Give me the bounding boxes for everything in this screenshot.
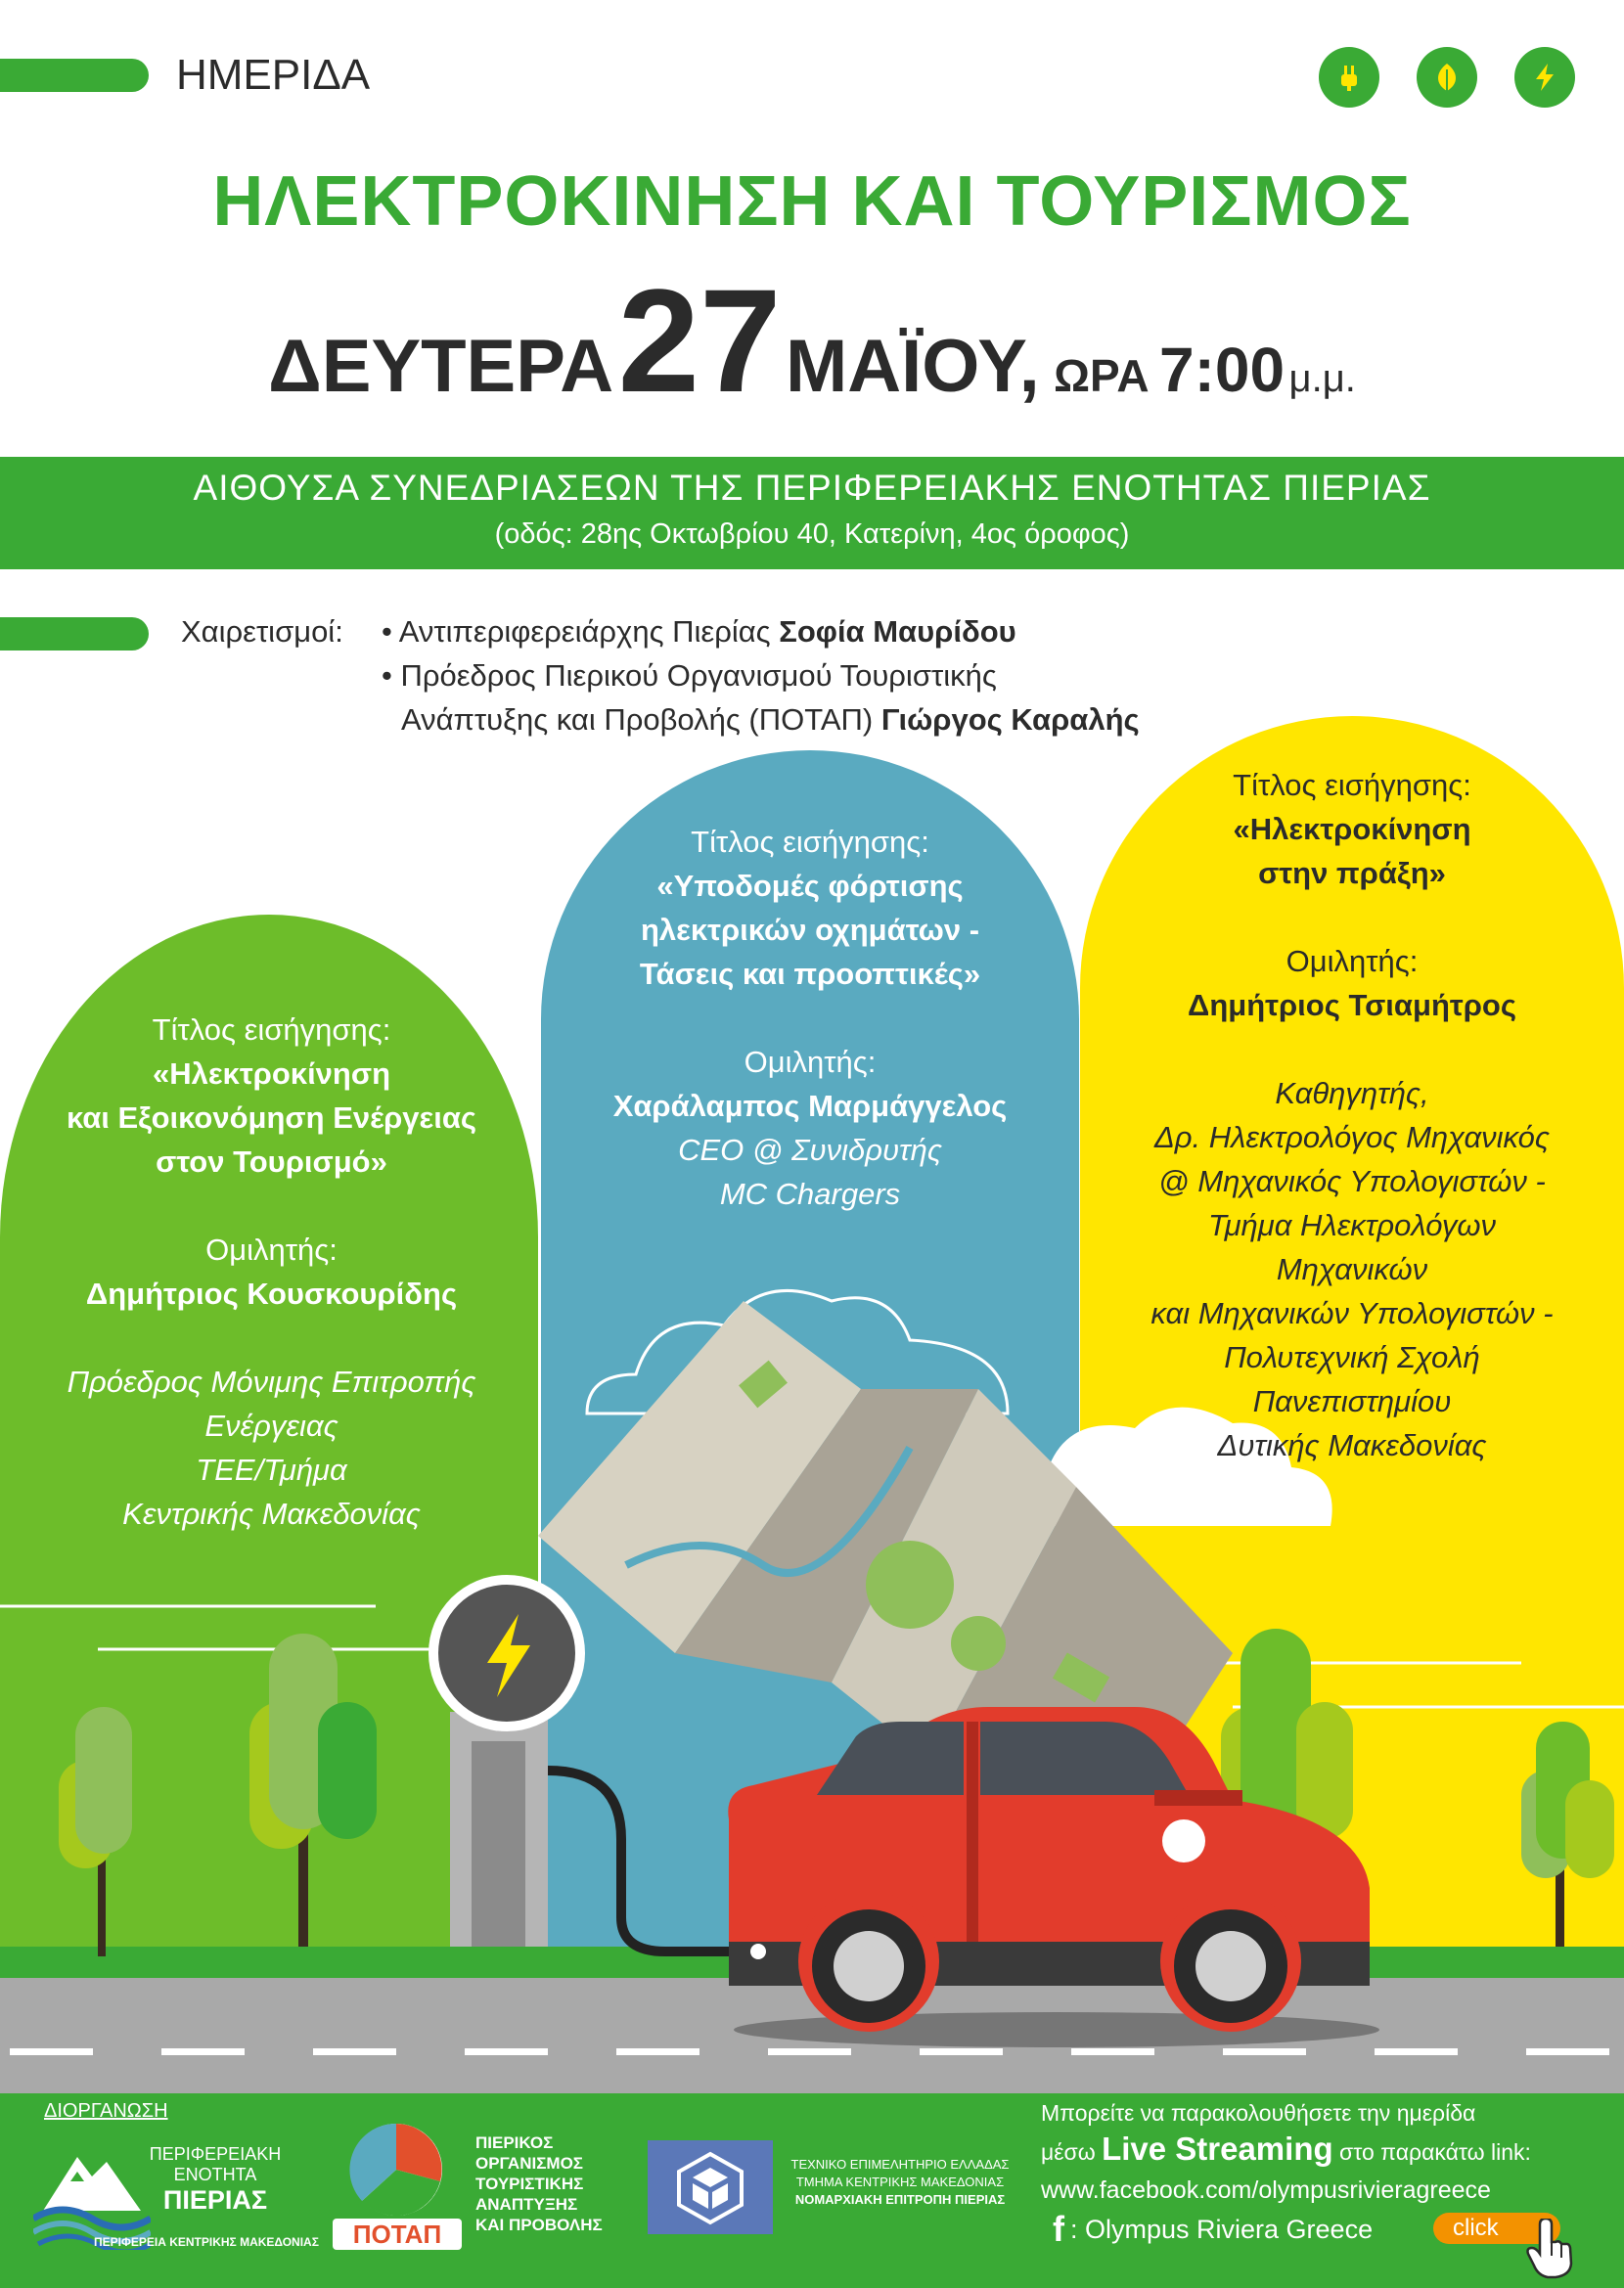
talk-left-title-label: Τίτλος εισήγησης: (152, 1012, 391, 1047)
potap-l5: ΚΑΙ ΠΡΟΒΟΛΗΣ (475, 2216, 603, 2234)
tee-logo-icon (648, 2140, 773, 2234)
potap-logo-text (475, 2132, 603, 2235)
stream-l2-post: στο παρακάτω link: (1339, 2139, 1531, 2165)
header-accent-bar (0, 59, 149, 92)
talk-left-role-4: Κεντρικής Μακεδονίας (122, 1497, 421, 1531)
talk-middle-title-1: «Υποδομές φόρτισης (656, 869, 964, 903)
talk-middle-role-2: MC Chargers (719, 1177, 901, 1211)
livestream-info (1041, 2096, 1624, 2209)
potap-badge (333, 2219, 462, 2250)
talk-right (1080, 763, 1624, 1467)
talk-left-speaker: Δημήτριος Κουσκουρίδης (85, 1277, 458, 1311)
event-title: ΗΛΕΚΤΡΟΚΙΝΗΣΗ ΚΑΙ ΤΟΥΡΙΣΜΟΣ (212, 162, 1412, 241)
stream-line-2 (1041, 2130, 1624, 2172)
potap-short: ΠΟΤΑΠ (352, 2219, 442, 2249)
tee-l3: ΝΟΜΑΡΧΙΑΚΗ ΕΠΙΤΡΟΠΗ ΠΙΕΡΙΑΣ (794, 2192, 1006, 2207)
tee-logo-text (778, 2156, 1022, 2209)
talk-right-role-7: Πολυτεχνική Σχολή (1224, 1340, 1480, 1374)
facebook-page-name: : Olympus Riviera Greece (1070, 2214, 1374, 2244)
talk-right-title-1: «Ηλεκτροκίνηση (1233, 812, 1471, 846)
greeting-1-name: Σοφία Μαυρίδου (779, 614, 1016, 649)
time-suffix: μ.μ. (1288, 357, 1356, 400)
region-logo-icon (33, 2142, 151, 2250)
talk-middle (541, 820, 1079, 1216)
talk-middle-title-label: Τίτλος εισήγησης: (691, 825, 929, 859)
lightning-icon (1514, 47, 1575, 108)
talk-left-speaker-label: Ομιλητής: (205, 1233, 338, 1267)
region-sub: ΠΕΡΙΦΕΡΕΙΑ ΚΕΝΤΡΙΚΗΣ ΜΑΚΕΔΟΝΙΑΣ (94, 2235, 319, 2249)
date-day: ΔΕΥΤΕΡΑ (268, 325, 614, 408)
greeting-item-2-line1: • Πρόεδρος Πιερικού Οργανισμού Τουριστικής (382, 658, 997, 693)
potap-l2: ΟΡΓΑΝΙΣΜΟΣ (475, 2154, 583, 2173)
talk-right-title-2: στην πράξη» (1258, 856, 1446, 890)
facebook-link[interactable] (1053, 2209, 1373, 2250)
leaf-icon (1417, 47, 1477, 108)
talk-right-role-9: Δυτικής Μακεδονίας (1217, 1428, 1487, 1462)
talk-right-title-label: Τίτλος εισήγησης: (1233, 768, 1471, 802)
greetings-label: Χαιρετισμοί: (181, 614, 343, 649)
stream-l2-bold: Live Streaming (1102, 2131, 1333, 2167)
talk-middle-title-2: ηλεκτρικών οχημάτων - (640, 913, 980, 947)
venue-address: (οδός: 28ης Οκτωβρίου 40, Κατερίνη, 4ος όροφος) (494, 518, 1130, 550)
pointer-hand-icon (1526, 2219, 1575, 2279)
region-l1: ΠΕΡΙΦΕΡΕΙΑΚΗ (149, 2144, 282, 2164)
talk-middle-speaker-label: Ομιλητής: (744, 1045, 877, 1079)
date-number: 27 (617, 258, 782, 423)
talk-right-role-1: Καθηγητής, (1275, 1076, 1429, 1110)
potap-logo-icon (347, 2121, 445, 2219)
talk-left-title-1: «Ηλεκτροκίνηση (152, 1056, 391, 1091)
tee-l2: ΤΜΗΜΑ ΚΕΝΤΡΙΚΗΣ ΜΑΚΕΔΟΝΙΑΣ (795, 2175, 1005, 2189)
talk-middle-role-1: CEO @ Συνιδρυτής (678, 1133, 942, 1167)
organizer-label: ΔΙΟΡΓΑΝΩΣΗ (44, 2100, 168, 2122)
talk-left (0, 1008, 543, 1536)
talk-right-role-8: Πανεπιστημίου (1252, 1384, 1452, 1418)
region-logo-text (147, 2144, 284, 2215)
talk-right-role-5: Μηχανικών (1276, 1252, 1428, 1286)
region-l2: ΕΝΟΤΗΤΑ (173, 2165, 257, 2184)
plug-icon (1319, 47, 1379, 108)
talk-right-role-3: @ Μηχανικός Υπολογιστών - (1158, 1164, 1546, 1198)
stream-l2-pre: μέσω (1041, 2139, 1096, 2165)
talk-right-role-6: και Μηχανικών Υπολογιστών - (1150, 1296, 1554, 1330)
tee-l1: ΤΕΧΝΙΚΟ ΕΠΙΜΕΛΗΤΗΡΙΟ ΕΛΛΑΔΑΣ (790, 2157, 1010, 2172)
talk-left-role-3: ΤΕΕ/Τμήμα (196, 1453, 347, 1487)
stream-url[interactable]: www.facebook.com/olympusrivieragreece (1041, 2176, 1491, 2204)
talk-left-title-3: στον Τουρισμό» (156, 1144, 387, 1179)
talk-right-speaker: Δημήτριος Τσιαμήτρος (1188, 988, 1516, 1022)
click-label: click (1453, 2215, 1499, 2241)
talk-left-role-2: Ενέργειας (204, 1409, 338, 1443)
potap-l3: ΤΟΥΡΙΣΤΙΚΗΣ (475, 2175, 584, 2193)
potap-l4: ΑΝΑΠΤΥΞΗΣ (475, 2195, 578, 2214)
potap-l1: ΠΙΕΡΙΚΟΣ (475, 2133, 554, 2152)
talk-middle-title-3: Τάσεις και προοπτικές» (639, 957, 981, 991)
talk-right-role-2: Δρ. Ηλεκτρολόγος Μηχανικός (1154, 1120, 1550, 1154)
event-datetime (0, 256, 1624, 426)
region-l3: ΠΙΕΡΙΑΣ (162, 2185, 268, 2215)
time-value: 7:00 (1159, 335, 1286, 405)
talk-right-speaker-label: Ομιλητής: (1286, 944, 1419, 978)
facebook-icon: f (1053, 2209, 1064, 2249)
stream-line-1: Μπορείτε να παρακολουθήσετε την ημερίδα (1041, 2100, 1476, 2126)
greeting-item-1 (382, 614, 1016, 650)
greeting-2-name: Γιώργος Καραλής (880, 702, 1140, 737)
time-label: ΩΡΑ (1054, 350, 1150, 401)
talk-left-title-2: και Εξοικονόμηση Ενέργειας (66, 1100, 477, 1135)
talk-right-role-4: Τμήμα Ηλεκτρολόγων (1207, 1208, 1497, 1242)
date-month: ΜΑΪΟΥ, (785, 325, 1040, 408)
venue-name: ΑΙΘΟΥΣΑ ΣΥΝΕΔΡΙΑΣΕΩΝ ΤΗΣ ΠΕΡΙΦΕΡΕΙΑΚΗΣ ΕΝΟΤΗΤΑΣ ΠΙΕΡΙΑΣ (193, 468, 1431, 508)
event-type-label: ΗΜΕΡΙΔΑ (176, 51, 371, 99)
greeting-1-role: • Αντιπεριφερειάρχης Πιερίας (382, 614, 771, 649)
greetings-accent-bar (0, 617, 149, 651)
talk-left-role-1: Πρόεδρος Μόνιμης Επιτροπής (67, 1365, 476, 1399)
talk-middle-speaker: Χαράλαμπος Μαρμάγγελος (612, 1089, 1008, 1123)
greeting-2-role: Ανάπτυξης και Προβολής (ΠΟΤΑΠ) (401, 702, 874, 737)
